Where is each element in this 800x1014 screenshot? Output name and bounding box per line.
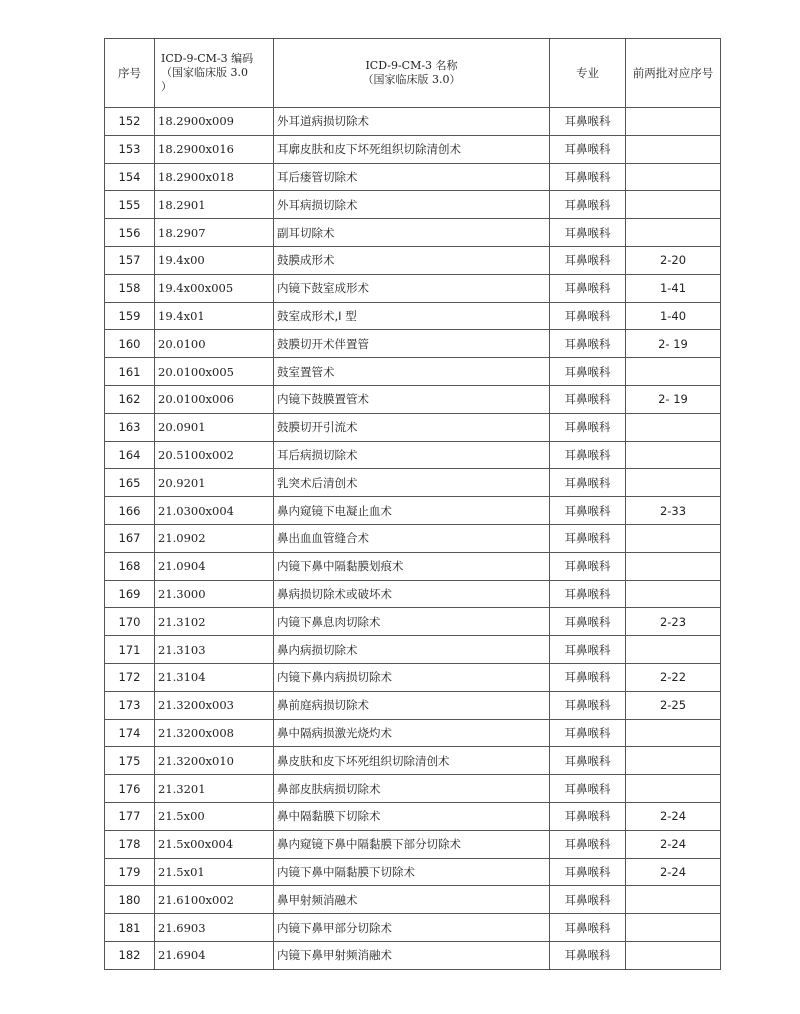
cell-specialty: 耳鼻喉科 [550, 135, 626, 163]
cell-specialty: 耳鼻喉科 [550, 191, 626, 219]
cell-seq: 180 [105, 886, 155, 914]
cell-seq: 168 [105, 552, 155, 580]
cell-code: 21.5x01 [155, 858, 274, 886]
cell-name: 内镜下鼻息肉切除术 [274, 608, 550, 636]
table-row [105, 246, 721, 274]
cell-name: 鼓膜切开术伴置管 [274, 330, 550, 358]
cell-seq: 176 [105, 775, 155, 803]
cell-seq: 157 [105, 246, 155, 274]
cell-seq: 172 [105, 663, 155, 691]
table-row [105, 747, 721, 775]
cell-code: 21.3104 [155, 663, 274, 691]
cell-seq: 164 [105, 441, 155, 469]
cell-seq: 156 [105, 219, 155, 247]
cell-seq: 165 [105, 469, 155, 497]
header-row [105, 39, 721, 108]
cell-prev: 1-41 [626, 274, 721, 302]
cell-seq: 153 [105, 135, 155, 163]
cell-code: 20.9201 [155, 469, 274, 497]
cell-specialty: 耳鼻喉科 [550, 413, 626, 441]
table-row [105, 691, 721, 719]
cell-code: 21.3200x008 [155, 719, 274, 747]
cell-specialty: 耳鼻喉科 [550, 274, 626, 302]
cell-specialty: 耳鼻喉科 [550, 663, 626, 691]
cell-name: 鼻内窥镜下鼻中隔黏膜下部分切除术 [274, 830, 550, 858]
cell-name: 耳廓皮肤和皮下坏死组织切除清创术 [274, 135, 550, 163]
table-row [105, 385, 721, 413]
cell-specialty: 耳鼻喉科 [550, 747, 626, 775]
cell-specialty: 耳鼻喉科 [550, 163, 626, 191]
cell-seq: 154 [105, 163, 155, 191]
cell-name: 内镜下鼻内病损切除术 [274, 663, 550, 691]
cell-specialty: 耳鼻喉科 [550, 886, 626, 914]
table-row [105, 719, 721, 747]
cell-prev [626, 747, 721, 775]
cell-seq: 181 [105, 914, 155, 942]
cell-code: 21.5x00 [155, 802, 274, 830]
cell-prev [626, 775, 721, 803]
table-row [105, 802, 721, 830]
table-row [105, 775, 721, 803]
table-row [105, 274, 721, 302]
cell-seq: 177 [105, 802, 155, 830]
cell-name: 耳后病损切除术 [274, 441, 550, 469]
cell-seq: 169 [105, 580, 155, 608]
cell-name: 鼻皮肤和皮下坏死组织切除清创术 [274, 747, 550, 775]
table-row [105, 580, 721, 608]
cell-prev [626, 719, 721, 747]
cell-name: 鼓室置管术 [274, 358, 550, 386]
cell-name: 内镜下鼻甲射频消融术 [274, 941, 550, 969]
cell-name: 鼓膜切开引流术 [274, 413, 550, 441]
cell-code: 20.5100x002 [155, 441, 274, 469]
cell-name: 鼻内窥镜下电凝止血术 [274, 497, 550, 525]
cell-code: 21.3200x003 [155, 691, 274, 719]
cell-name: 内镜下鼓膜置管术 [274, 385, 550, 413]
cell-prev [626, 914, 721, 942]
cell-code: 21.3102 [155, 608, 274, 636]
cell-prev [626, 552, 721, 580]
table-row [105, 441, 721, 469]
header-code-line1: ICD-9-CM-3 编码 [161, 52, 254, 65]
cell-code: 21.3103 [155, 636, 274, 664]
cell-code: 21.6904 [155, 941, 274, 969]
cell-specialty: 耳鼻喉科 [550, 330, 626, 358]
table-row [105, 886, 721, 914]
cell-code: 20.0901 [155, 413, 274, 441]
cell-name: 鼻内病损切除术 [274, 636, 550, 664]
table-row [105, 941, 721, 969]
table-row [105, 608, 721, 636]
cell-specialty: 耳鼻喉科 [550, 552, 626, 580]
header-name [274, 39, 550, 108]
cell-prev: 2-23 [626, 608, 721, 636]
cell-seq: 167 [105, 524, 155, 552]
table-row [105, 552, 721, 580]
header-code-line2: （国家临床版 3.0 [161, 66, 248, 79]
cell-specialty: 耳鼻喉科 [550, 830, 626, 858]
cell-name: 鼻病损切除术或破坏术 [274, 580, 550, 608]
cell-specialty: 耳鼻喉科 [550, 636, 626, 664]
table-row [105, 191, 721, 219]
cell-name: 副耳切除术 [274, 219, 550, 247]
table-header [105, 39, 721, 108]
header-specialty: 专业 [550, 39, 626, 108]
cell-specialty: 耳鼻喉科 [550, 914, 626, 942]
cell-prev [626, 941, 721, 969]
procedure-table [104, 38, 721, 970]
cell-prev: 2-33 [626, 497, 721, 525]
cell-prev [626, 580, 721, 608]
table-body [105, 108, 721, 970]
cell-seq: 163 [105, 413, 155, 441]
cell-specialty: 耳鼻喉科 [550, 802, 626, 830]
header-name-line1: ICD-9-CM-3 名称 [365, 59, 458, 72]
cell-seq: 178 [105, 830, 155, 858]
table-row [105, 469, 721, 497]
cell-name: 内镜下鼻中隔黏膜下切除术 [274, 858, 550, 886]
cell-prev: 2-22 [626, 663, 721, 691]
cell-specialty: 耳鼻喉科 [550, 219, 626, 247]
cell-prev: 1-40 [626, 302, 721, 330]
cell-specialty: 耳鼻喉科 [550, 858, 626, 886]
cell-prev [626, 135, 721, 163]
table-row [105, 858, 721, 886]
cell-specialty: 耳鼻喉科 [550, 441, 626, 469]
cell-specialty: 耳鼻喉科 [550, 524, 626, 552]
cell-code: 19.4x00x005 [155, 274, 274, 302]
cell-specialty: 耳鼻喉科 [550, 608, 626, 636]
cell-specialty: 耳鼻喉科 [550, 302, 626, 330]
table-row [105, 163, 721, 191]
cell-code: 21.5x00x004 [155, 830, 274, 858]
cell-prev [626, 886, 721, 914]
cell-prev: 2-24 [626, 858, 721, 886]
table-row [105, 830, 721, 858]
cell-code: 19.4x00 [155, 246, 274, 274]
cell-specialty: 耳鼻喉科 [550, 580, 626, 608]
cell-specialty: 耳鼻喉科 [550, 385, 626, 413]
cell-specialty: 耳鼻喉科 [550, 469, 626, 497]
table-row [105, 330, 721, 358]
cell-prev: 2-20 [626, 246, 721, 274]
cell-name: 鼻中隔黏膜下切除术 [274, 802, 550, 830]
table-row [105, 135, 721, 163]
cell-seq: 174 [105, 719, 155, 747]
header-code [155, 39, 274, 108]
cell-seq: 175 [105, 747, 155, 775]
cell-seq: 179 [105, 858, 155, 886]
cell-code: 21.0904 [155, 552, 274, 580]
table-row [105, 108, 721, 136]
cell-code: 21.3201 [155, 775, 274, 803]
cell-code: 21.0902 [155, 524, 274, 552]
cell-seq: 166 [105, 497, 155, 525]
header-prev: 前两批对应序号 [626, 39, 721, 108]
cell-code: 21.3200x010 [155, 747, 274, 775]
cell-name: 内镜下鼓室成形术 [274, 274, 550, 302]
cell-name: 外耳道病损切除术 [274, 108, 550, 136]
cell-specialty: 耳鼻喉科 [550, 775, 626, 803]
cell-prev: 2-25 [626, 691, 721, 719]
cell-code: 18.2901 [155, 191, 274, 219]
table-row [105, 914, 721, 942]
cell-name: 鼻中隔病损激光烧灼术 [274, 719, 550, 747]
cell-name: 鼻甲射频消融术 [274, 886, 550, 914]
cell-code: 18.2900x018 [155, 163, 274, 191]
cell-seq: 161 [105, 358, 155, 386]
cell-specialty: 耳鼻喉科 [550, 358, 626, 386]
cell-prev: 2-24 [626, 830, 721, 858]
cell-seq: 158 [105, 274, 155, 302]
table-row [105, 636, 721, 664]
table-row [105, 219, 721, 247]
cell-prev [626, 108, 721, 136]
cell-seq: 152 [105, 108, 155, 136]
cell-name: 鼓室成形术,Ⅰ 型 [274, 302, 550, 330]
cell-code: 19.4x01 [155, 302, 274, 330]
cell-seq: 160 [105, 330, 155, 358]
cell-code: 21.6100x002 [155, 886, 274, 914]
cell-prev [626, 358, 721, 386]
cell-prev [626, 191, 721, 219]
cell-code: 21.3000 [155, 580, 274, 608]
cell-name: 乳突术后清创术 [274, 469, 550, 497]
cell-specialty: 耳鼻喉科 [550, 691, 626, 719]
cell-seq: 173 [105, 691, 155, 719]
cell-code: 18.2900x016 [155, 135, 274, 163]
cell-specialty: 耳鼻喉科 [550, 108, 626, 136]
cell-specialty: 耳鼻喉科 [550, 941, 626, 969]
table-row [105, 413, 721, 441]
cell-prev [626, 441, 721, 469]
cell-code: 18.2900x009 [155, 108, 274, 136]
table-row [105, 358, 721, 386]
cell-name: 鼻前庭病损切除术 [274, 691, 550, 719]
header-name-line2: （国家临床版 3.0） [362, 73, 461, 86]
cell-name: 鼻部皮肤病损切除术 [274, 775, 550, 803]
cell-name: 外耳病损切除术 [274, 191, 550, 219]
cell-seq: 182 [105, 941, 155, 969]
cell-name: 耳后瘘管切除术 [274, 163, 550, 191]
cell-prev [626, 219, 721, 247]
cell-specialty: 耳鼻喉科 [550, 497, 626, 525]
cell-name: 内镜下鼻甲部分切除术 [274, 914, 550, 942]
cell-seq: 170 [105, 608, 155, 636]
cell-prev: 2- 19 [626, 330, 721, 358]
cell-specialty: 耳鼻喉科 [550, 246, 626, 274]
cell-code: 20.0100 [155, 330, 274, 358]
header-code-line3: ） [161, 80, 172, 93]
cell-seq: 171 [105, 636, 155, 664]
table-row [105, 663, 721, 691]
cell-name: 内镜下鼻中隔黏膜划痕术 [274, 552, 550, 580]
table-row [105, 497, 721, 525]
cell-code: 20.0100x006 [155, 385, 274, 413]
cell-prev [626, 413, 721, 441]
cell-prev: 2-24 [626, 802, 721, 830]
cell-code: 21.6903 [155, 914, 274, 942]
cell-seq: 159 [105, 302, 155, 330]
cell-code: 20.0100x005 [155, 358, 274, 386]
cell-seq: 155 [105, 191, 155, 219]
cell-name: 鼓膜成形术 [274, 246, 550, 274]
cell-prev [626, 469, 721, 497]
table-row [105, 302, 721, 330]
cell-code: 21.0300x004 [155, 497, 274, 525]
cell-specialty: 耳鼻喉科 [550, 719, 626, 747]
cell-prev [626, 524, 721, 552]
cell-prev: 2- 19 [626, 385, 721, 413]
header-seq: 序号 [105, 39, 155, 108]
cell-name: 鼻出血血管缝合术 [274, 524, 550, 552]
table-row [105, 524, 721, 552]
cell-prev [626, 636, 721, 664]
cell-seq: 162 [105, 385, 155, 413]
cell-prev [626, 163, 721, 191]
cell-code: 18.2907 [155, 219, 274, 247]
